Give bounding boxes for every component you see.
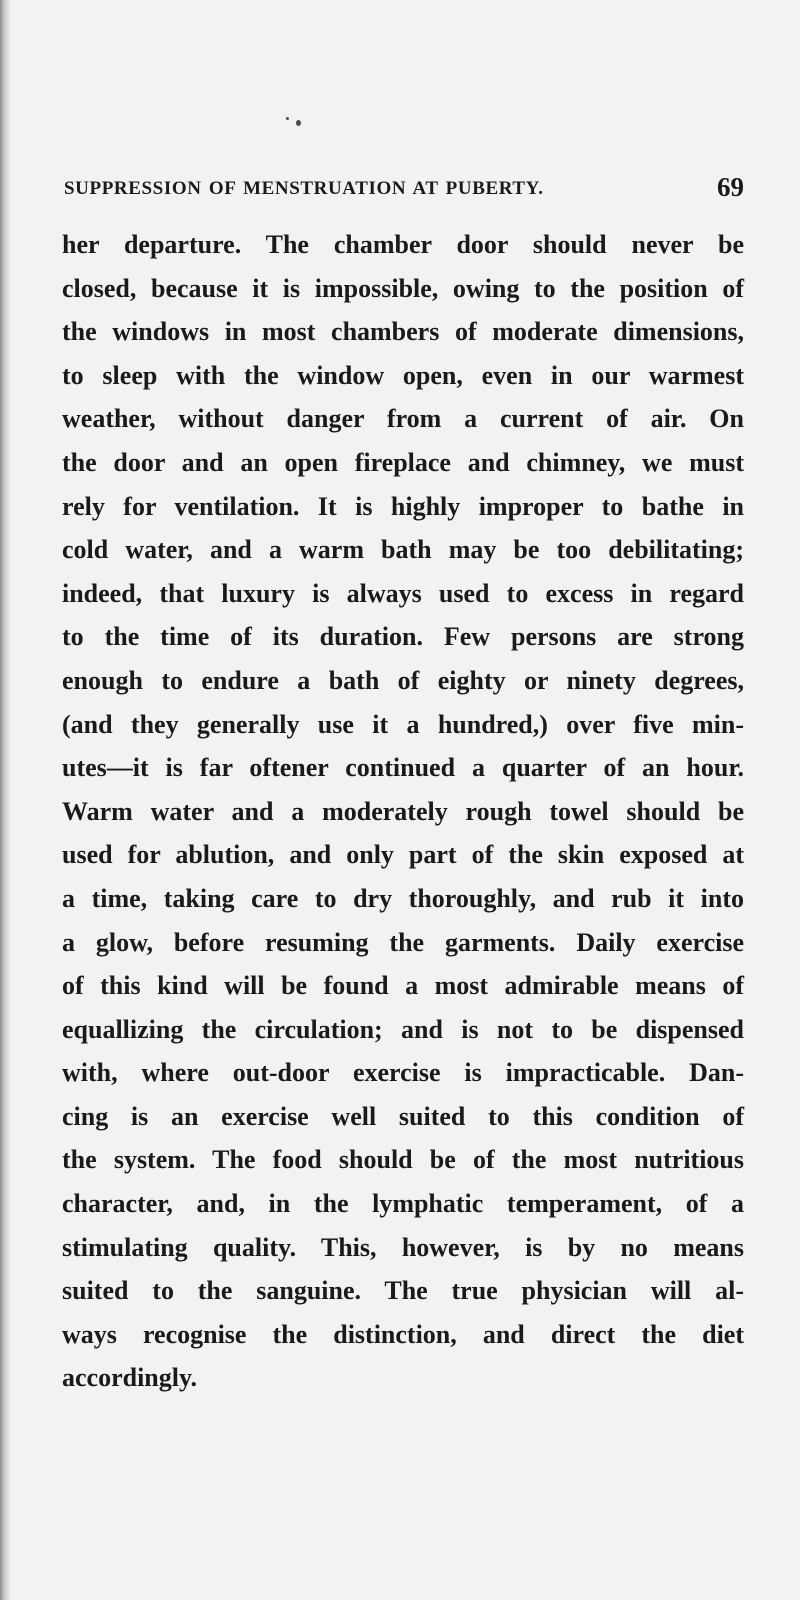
text-line: closed, because it is impossible, owing to the position of bbox=[62, 273, 744, 303]
text-line: indeed, that luxury is always used to excess in regard bbox=[62, 578, 744, 608]
text-line: with, where out-door exercise is impracticable. Dan- bbox=[62, 1058, 744, 1088]
text-line: used for ablution, and only part of the skin exposed at bbox=[62, 840, 744, 870]
text-line: utes—it is far oftener continued a quarter of an hour. bbox=[62, 753, 744, 783]
text-line: the door and an open fireplace and chimney, we must bbox=[62, 447, 744, 477]
text-line: cold water, and a warm bath may be too debilitating; bbox=[62, 535, 744, 565]
text-line: suited to the sanguine. The true physician will al- bbox=[62, 1276, 744, 1306]
body-paragraph bbox=[62, 223, 744, 1400]
running-header bbox=[64, 172, 744, 202]
text-line: weather, without danger from a current of air. On bbox=[62, 404, 744, 434]
text-line: the system. The food should be of the most nutritious bbox=[62, 1145, 744, 1175]
text-line: accordingly. bbox=[62, 1363, 198, 1393]
page-binding-edge bbox=[0, 0, 10, 1600]
text-line: her departure. The chamber door should never be bbox=[62, 230, 744, 259]
ink-speck bbox=[286, 117, 289, 120]
text-line: a glow, before resuming the garments. Daily exercise bbox=[62, 927, 744, 957]
running-head-title: SUPPRESSION OF MENSTRUATION AT PUBERTY. bbox=[64, 178, 544, 199]
text-line: rely for ventilation. It is highly improper to bathe in bbox=[62, 491, 744, 521]
text-line: a time, taking care to dry thoroughly, and rub it into bbox=[62, 883, 744, 913]
text-line: Warm water and a moderately rough towel should be bbox=[62, 796, 744, 826]
text-line: the windows in most chambers of moderate dimensions, bbox=[62, 317, 744, 347]
text-line: to the time of its duration. Few persons are strong bbox=[62, 622, 744, 652]
page-number: 69 bbox=[717, 172, 744, 202]
text-line: enough to endure a bath of eighty or ninety degrees, bbox=[62, 665, 744, 695]
text-line: cing is an exercise well suited to this condition of bbox=[62, 1101, 744, 1131]
text-line: stimulating quality. This, however, is by no means bbox=[62, 1232, 744, 1262]
text-line: (and they generally use it a hundred,) over five min- bbox=[62, 709, 744, 739]
ink-speck bbox=[296, 120, 301, 126]
text-line: to sleep with the window open, even in our warmest bbox=[62, 360, 744, 390]
text-line: equallizing the circulation; and is not to be dispensed bbox=[62, 1014, 744, 1044]
text-line: ways recognise the distinction, and direct the diet bbox=[62, 1319, 744, 1349]
text-line: of this kind will be found a most admirable means of bbox=[62, 971, 744, 1001]
text-line: character, and, in the lymphatic temperament, of a bbox=[62, 1189, 744, 1219]
